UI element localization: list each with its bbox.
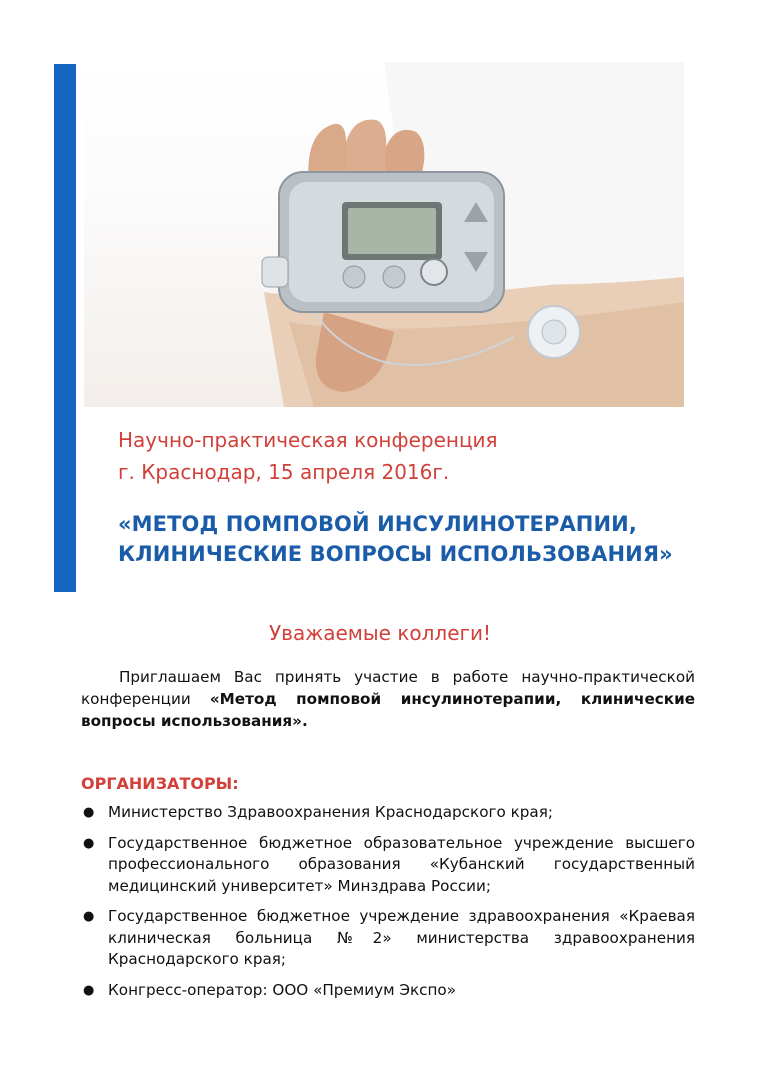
conference-title-line-2: КЛИНИЧЕСКИЕ ВОПРОСЫ ИСПОЛЬЗОВАНИЯ» [118, 542, 673, 566]
organizer-text: Конгресс-оператор: ООО «Премиум Экспо» [108, 980, 457, 999]
bullet-icon: ● [83, 805, 95, 820]
bullet-icon: ● [83, 835, 95, 851]
organizer-text: Государственное бюджетное учреждение здравоохранения «Краевая клиническая больница №2» министерства здравоохранения Краснодарского края; [108, 907, 695, 968]
bullet-icon: ● [83, 909, 95, 924]
organizer-text: Министерство Здравоохранения Краснодарского края; [108, 803, 553, 821]
bullet-icon: ● [83, 982, 95, 998]
conference-title-line-1: «МЕТОД ПОМПОВОЙ ИНСУЛИНОТЕРАПИИ, [118, 512, 637, 536]
organizer-item [81, 906, 695, 971]
organizer-item [81, 833, 695, 898]
conference-place-date: г. Краснодар, 15 апреля 2016г. [118, 460, 450, 484]
invitation-paragraph [81, 666, 695, 732]
organizer-text: Государственное бюджетное образовательное учреждение высшего профессионального образования «Кубанский государственный медицинский университет» Минздрава России; [108, 833, 695, 895]
greeting: Уважаемые коллеги! [268, 621, 492, 645]
invitation-text: Приглашаем Вас принять участие в работе научно-практической конференции [81, 668, 695, 708]
conference-type: Научно-практическая конференция [118, 428, 498, 452]
organizers-list [81, 802, 695, 1010]
organizers-heading: ОРГАНИЗАТОРЫ: [81, 774, 239, 793]
organizer-item [81, 802, 695, 824]
invitation-conference-name: «Метод помповой инсулинотерапии, клинические вопросы использования». [81, 690, 696, 730]
blue-accent-bar [54, 64, 76, 592]
organizer-item [81, 980, 695, 1002]
insulin-pump-photo [84, 62, 684, 407]
